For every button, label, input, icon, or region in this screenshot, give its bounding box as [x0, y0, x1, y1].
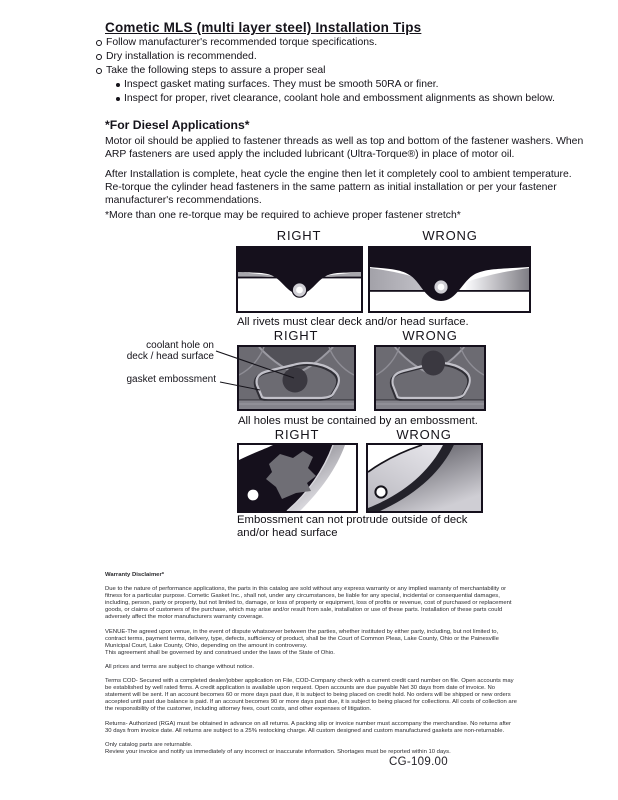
embossment-protruding-illustration [368, 445, 481, 511]
warranty-disclaimer [105, 572, 519, 763]
tip-text: Inspect gasket mating surfaces. They must be smooth 50RA or finer. [124, 79, 439, 90]
warranty-paragraph: Returns- Authorized (RGA) must be obtained in advance on all returns. A packing slip or invoice number must accompany the merchandise. No returns after 30 days from invoice date. All returns are subject to a 25% restocking charge. All custom designed and custom manufactured gaskets are non-returnable. [105, 720, 512, 734]
solid-bullet-icon [116, 83, 120, 87]
rivet-caption: All rivets must clear deck and/or head surface. [237, 316, 469, 328]
tip-text: Inspect for proper, rivet clearance, coolant hole and embossment alignments as shown below. [124, 93, 555, 104]
protrusion-wrong-diagram [366, 443, 483, 513]
hole-contained-illustration [239, 347, 354, 409]
tip-text: Take the following steps to assure a proper seal [106, 65, 326, 76]
tip-subitem [116, 93, 618, 104]
retorque-note: *More than one re-torque may be required to achieve proper fastener stretch* [105, 210, 461, 221]
tip-text: Dry installation is recommended. [106, 51, 257, 62]
rivet-clear-illustration [238, 248, 361, 311]
tip-item [96, 37, 601, 48]
warranty-paragraph: Review your invoice and notify us immediately of any incorrect or inaccurate information. Shortages must be reported within 10 days. [105, 748, 451, 755]
page-title: Cometic MLS (multi layer steel) Installation Tips [105, 20, 422, 35]
protrusion-caption: Embossment can not protrude outside of deck and/or head surface [237, 514, 468, 539]
open-bullet-icon [96, 54, 102, 60]
wrong-label: WRONG [396, 427, 452, 442]
open-bullet-icon [96, 68, 102, 74]
catalog-page-code: CG-109.00 [389, 756, 448, 768]
protrusion-right-diagram [237, 443, 358, 513]
right-label: RIGHT [276, 228, 322, 243]
embossment-inside-illustration [239, 445, 356, 511]
solid-bullet-icon [116, 97, 120, 101]
coolant-hole-callout: coolant hole on deck / head surface [126, 340, 214, 362]
diesel-paragraph-2: After Installation is complete, heat cycle the engine then let it completely cool to ambient temperature. Re-torque the cylinder head fasteners in the same pattern as initial installation or per your fastener manufacturer's recommendations. [105, 169, 572, 207]
open-bullet-icon [96, 40, 102, 46]
tip-item [96, 65, 601, 76]
right-label: RIGHT [273, 328, 319, 343]
warranty-paragraph: Terms COD- Secured with a completed dealer/jobber application on File, COD-Company check with a current credit card number on file. Open accounts may be established by well rated firms. A credit application is available upon request. Open accounts are due payable Net 30 days from date of invoice. No statement will be sent. If an account becomes 60 or more days past due, it is subject to being placed on credit hold. No orders will be shipped or new orders accepted until past due balance is paid. If an account becomes 90 or more days past due, it is subject to being placed for collections. All costs of collection are the responsibility of the customer, including attorney fees, court costs, and other expenses of litigation. [105, 678, 517, 713]
diesel-paragraph-1: Motor oil should be applied to fastener threads as well as top and bottom of the fastener washers. When ARP fasteners are used apply the included lubricant (Ultra-Torque®) in place of motor oil. [105, 136, 584, 161]
diesel-heading: *For Diesel Applications* [105, 118, 250, 132]
embossment-wrong-diagram [374, 345, 486, 411]
rivet-wrong-diagram [368, 246, 531, 313]
warranty-paragraph: All prices and terms are subject to change without notice. [105, 663, 254, 670]
warranty-paragraph: Only catalog parts are returnable. [105, 741, 193, 748]
warranty-paragraph: This agreement shall be governed by and construed under the laws of the State of Ohio. [105, 649, 335, 656]
warranty-paragraph: Due to the nature of performance applications, the parts in this catalog are sold without any express warranty or any implied warranty of merchantability or fitness for a particular purpose. Cometic Gasket Inc., shall not, under any circumstances, be liable for any special, incidental or consequential damages, including, person, party or property, but not limited to, damage, or loss of property or equipment, loss of profits or revenue, cost of purchased or replacement goods, or claims of customers of the purchase, which may arise and/or result from sale, installation or use of these parts. Installation of these parts could adversely affect the motor manufacturers warranty coverage. [105, 586, 512, 621]
warranty-heading: Warranty Disclaimer* [105, 572, 165, 578]
tip-text: Follow manufacturer's recommended torque specifications. [106, 37, 378, 48]
rivet-right-diagram [236, 246, 363, 313]
tip-item [96, 51, 601, 62]
right-label: RIGHT [274, 427, 320, 442]
gasket-embossment-callout: gasket embossment [126, 374, 216, 385]
embossment-right-diagram [237, 345, 356, 411]
warranty-paragraph: VENUE-The agreed upon venue, in the event of dispute whatsoever between the parties, whether instituted by either party, including, but not limited to, contract terms, payment terms, delivery, type, defects, sufficiency of product, shall be the Court of Common Pleas, Lake County, Ohio or the Painesville Municipal Court, Lake County, Ohio, depending on the amount in controversy. [105, 628, 499, 649]
embossment-caption: All holes must be contained by an embossment. [238, 415, 478, 427]
hole-outside-illustration [376, 347, 484, 409]
rivet-interference-illustration [370, 248, 529, 311]
wrong-label: WRONG [402, 328, 458, 343]
wrong-label: WRONG [422, 228, 478, 243]
tip-subitem [116, 79, 618, 90]
